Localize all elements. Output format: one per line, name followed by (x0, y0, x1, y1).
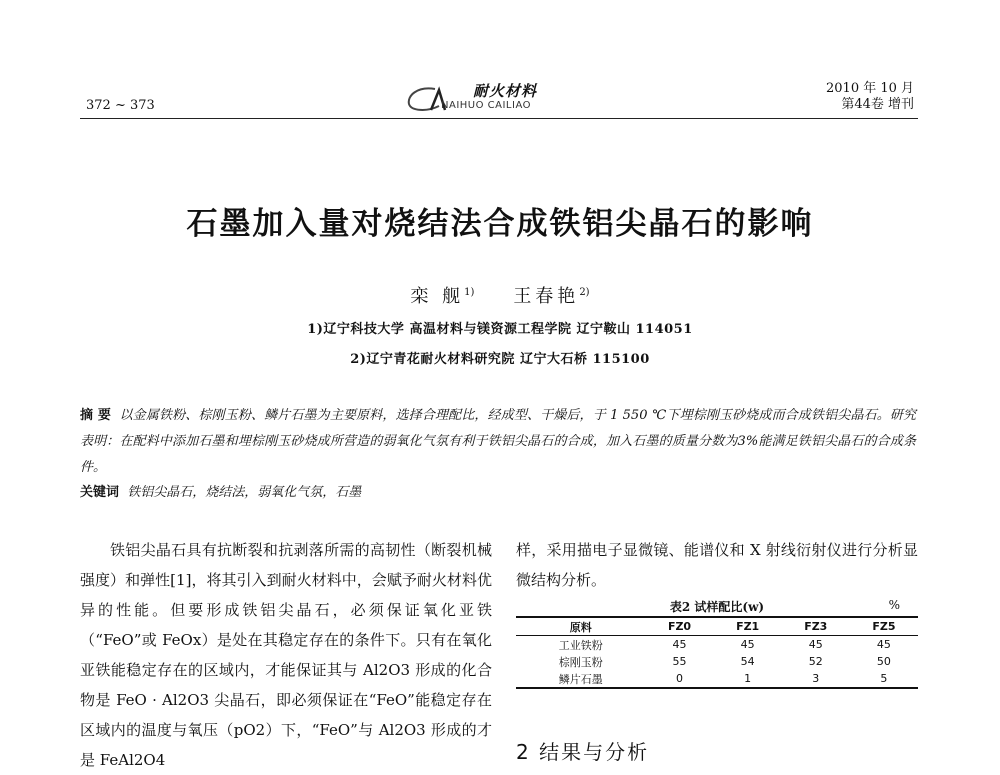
abstract-label: 摘 要 (80, 408, 111, 423)
author-name: 栾 舰 (410, 286, 465, 307)
author-list (0, 282, 1000, 308)
table-row (516, 653, 918, 670)
header-rule (80, 118, 918, 119)
table-row (516, 670, 918, 688)
table-cell: 鳞片石墨 (558, 672, 603, 686)
table-header-cell: FZ1 (736, 620, 760, 633)
table-cell: 0 (676, 672, 684, 685)
journal-logo (405, 80, 590, 116)
table-cell: 45 (672, 638, 687, 651)
journal-name-cn: 耐火材料 (473, 82, 538, 100)
author-name: 王春艳 (513, 286, 580, 307)
table-header-cell: FZ5 (872, 620, 896, 633)
body-left-column: 铁铝尖晶石具有抗断裂和抗剥落所需的高韧性（断裂机械强度）和弹性[1]，将其引入到耐火材料中，会赋予耐火材料优异的性能。但要形成铁铝尖晶石，必须保证氧化亚铁（“FeO”或 FeOx）是处在其稳定存在的条件下。只有在氧化亚铁能稳定存在的区域内，才能保证其与 Al2O3 形成的化合物是 FeO · Al2O3 尖晶石，即必须保证在“FeO”能稳定存在区域内的温度与氧压（pO2）下，“FeO”与 Al2O3 形成的才是 FeAl2O4 (80, 541, 492, 769)
table-cell: 52 (808, 655, 823, 668)
table-caption: 表2 试样配比(w) (669, 600, 765, 614)
section-heading: 2 结果与分析 (516, 740, 650, 764)
body-right-column: 样，采用描电子显微镜、能谱仪和 X 射线衍射仪进行分析显微结构分析。 (516, 541, 918, 589)
table-row (516, 636, 918, 654)
issue-date (826, 81, 914, 113)
table-cell: 工业铁粉 (558, 638, 603, 652)
table-cell: 50 (876, 655, 891, 668)
composition-table (516, 598, 918, 689)
author-affiliation-mark: 1) (464, 287, 475, 298)
keywords (80, 481, 361, 500)
table-cell: 45 (876, 638, 891, 651)
issue-volume-line: 第44卷 增刊 (841, 97, 915, 112)
affiliation: 2)辽宁青花耐火材料研究院 辽宁大石桥 115100 (350, 352, 650, 367)
table-cell: 45 (740, 638, 755, 651)
table-cell: 54 (740, 655, 755, 668)
table-unit: % (888, 598, 900, 612)
issue-date-line: 2010 年 10 月 (826, 81, 915, 96)
paper-title: 石墨加入量对烧结法合成铁铝尖晶石的影响 (186, 206, 814, 242)
table-header-cell: FZ0 (667, 620, 692, 633)
author-affiliation-mark: 2) (579, 287, 590, 298)
table-header-cell: 原料 (569, 620, 592, 634)
abstract-text: 以金属铁粉、棕刚玉粉、鳞片石墨为主要原料，选择合理配比，经成型、干燥后，于 1 550 ℃下埋棕刚玉砂烧成而合成铁铝尖晶石。研究表明：在配料中添加石墨和埋棕刚玉砂烧成所营造的弱氧化气氛有利于铁铝尖晶石的合成，加入石墨的质量分数为3%能满足铁铝尖晶石的合成条件。 (80, 408, 917, 475)
table-cell: 3 (812, 672, 820, 685)
table (516, 616, 918, 689)
table-cell: 5 (880, 672, 888, 685)
table-title-row (516, 598, 918, 616)
page-range: 372 ~ 373 (86, 98, 155, 113)
journal-name-en: NAIHUO CAILIAO (441, 100, 531, 111)
table-header-cell: FZ3 (804, 620, 828, 633)
table-cell: 55 (672, 655, 687, 668)
table-cell: 1 (744, 672, 752, 685)
table-cell: 45 (808, 638, 823, 651)
keywords-text: 铁铝尖晶石，烧结法，弱氧化气氛，石墨 (127, 485, 362, 500)
keywords-label: 关键词 (80, 485, 120, 500)
affiliation: 1)辽宁科技大学 高温材料与镁资源工程学院 辽宁鞍山 114051 (307, 322, 693, 337)
table-cell: 棕刚玉粉 (558, 655, 603, 669)
abstract (80, 403, 916, 481)
table-header-row (516, 617, 918, 636)
